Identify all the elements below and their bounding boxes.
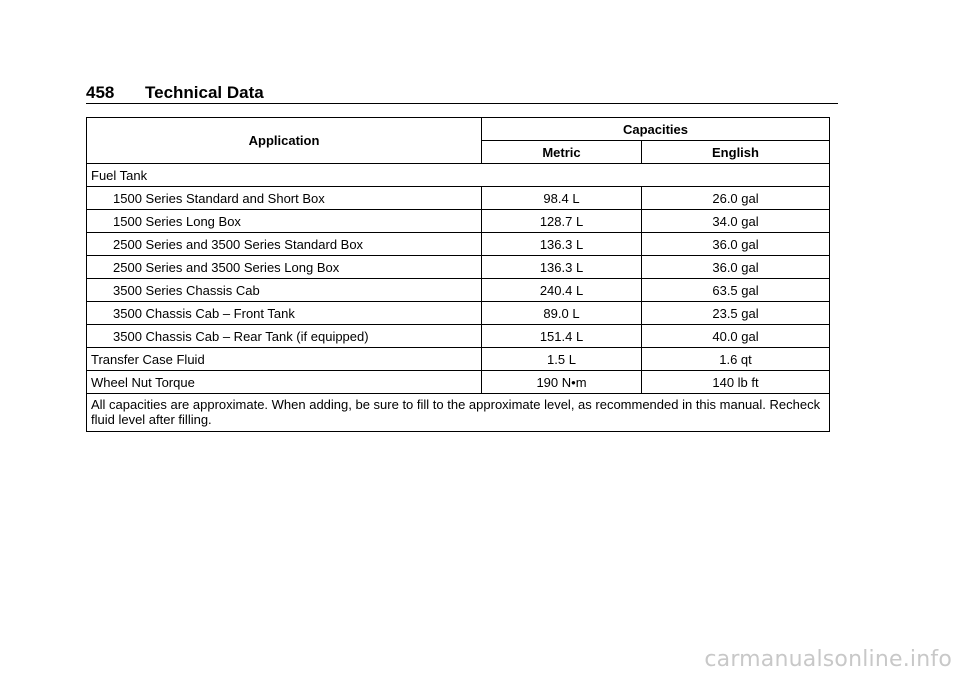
row-english: 34.0 gal bbox=[642, 210, 830, 233]
row-label: Wheel Nut Torque bbox=[87, 371, 482, 394]
row-metric: 128.7 L bbox=[482, 210, 642, 233]
table-note-row bbox=[87, 394, 830, 432]
column-header-english: English bbox=[642, 141, 830, 164]
row-english: 63.5 gal bbox=[642, 279, 830, 302]
row-english: 140 lb ft bbox=[642, 371, 830, 394]
capacities-table bbox=[86, 117, 830, 432]
table-row bbox=[87, 187, 830, 210]
table-row bbox=[87, 256, 830, 279]
table-row bbox=[87, 325, 830, 348]
row-metric: 151.4 L bbox=[482, 325, 642, 348]
section-label-fuel-tank: Fuel Tank bbox=[87, 164, 830, 187]
row-english: 23.5 gal bbox=[642, 302, 830, 325]
row-metric: 98.4 L bbox=[482, 187, 642, 210]
row-metric: 190 N•m bbox=[482, 371, 642, 394]
table-row bbox=[87, 210, 830, 233]
row-label: 2500 Series and 3500 Series Standard Box bbox=[87, 233, 482, 256]
table-row bbox=[87, 233, 830, 256]
table-row bbox=[87, 348, 830, 371]
row-label: Transfer Case Fluid bbox=[87, 348, 482, 371]
row-english: 40.0 gal bbox=[642, 325, 830, 348]
row-metric: 1.5 L bbox=[482, 348, 642, 371]
row-label: 1500 Series Standard and Short Box bbox=[87, 187, 482, 210]
section-title: Technical Data bbox=[145, 83, 264, 102]
page-number: 458 bbox=[86, 83, 115, 102]
row-label: 3500 Chassis Cab – Front Tank bbox=[87, 302, 482, 325]
row-metric: 89.0 L bbox=[482, 302, 642, 325]
row-metric: 136.3 L bbox=[482, 233, 642, 256]
row-english: 26.0 gal bbox=[642, 187, 830, 210]
capacities-note: All capacities are approximate. When adding, be sure to fill to the approximate level, as recommended in this manual. Recheck fluid level after filling. bbox=[87, 394, 830, 432]
row-english: 36.0 gal bbox=[642, 233, 830, 256]
row-label: 1500 Series Long Box bbox=[87, 210, 482, 233]
page-header bbox=[86, 84, 838, 104]
table-row bbox=[87, 279, 830, 302]
table-row-fuel-tank bbox=[87, 164, 830, 187]
row-metric: 240.4 L bbox=[482, 279, 642, 302]
table-row bbox=[87, 371, 830, 394]
row-metric: 136.3 L bbox=[482, 256, 642, 279]
column-header-application: Application bbox=[87, 118, 482, 164]
column-header-capacities: Capacities bbox=[482, 118, 830, 141]
row-label: 2500 Series and 3500 Series Long Box bbox=[87, 256, 482, 279]
column-header-metric: Metric bbox=[482, 141, 642, 164]
row-english: 36.0 gal bbox=[642, 256, 830, 279]
watermark: carmanualsonline.info bbox=[704, 647, 952, 672]
table-row bbox=[87, 302, 830, 325]
row-english: 1.6 qt bbox=[642, 348, 830, 371]
row-label: 3500 Series Chassis Cab bbox=[87, 279, 482, 302]
row-label: 3500 Chassis Cab – Rear Tank (if equipped) bbox=[87, 325, 482, 348]
